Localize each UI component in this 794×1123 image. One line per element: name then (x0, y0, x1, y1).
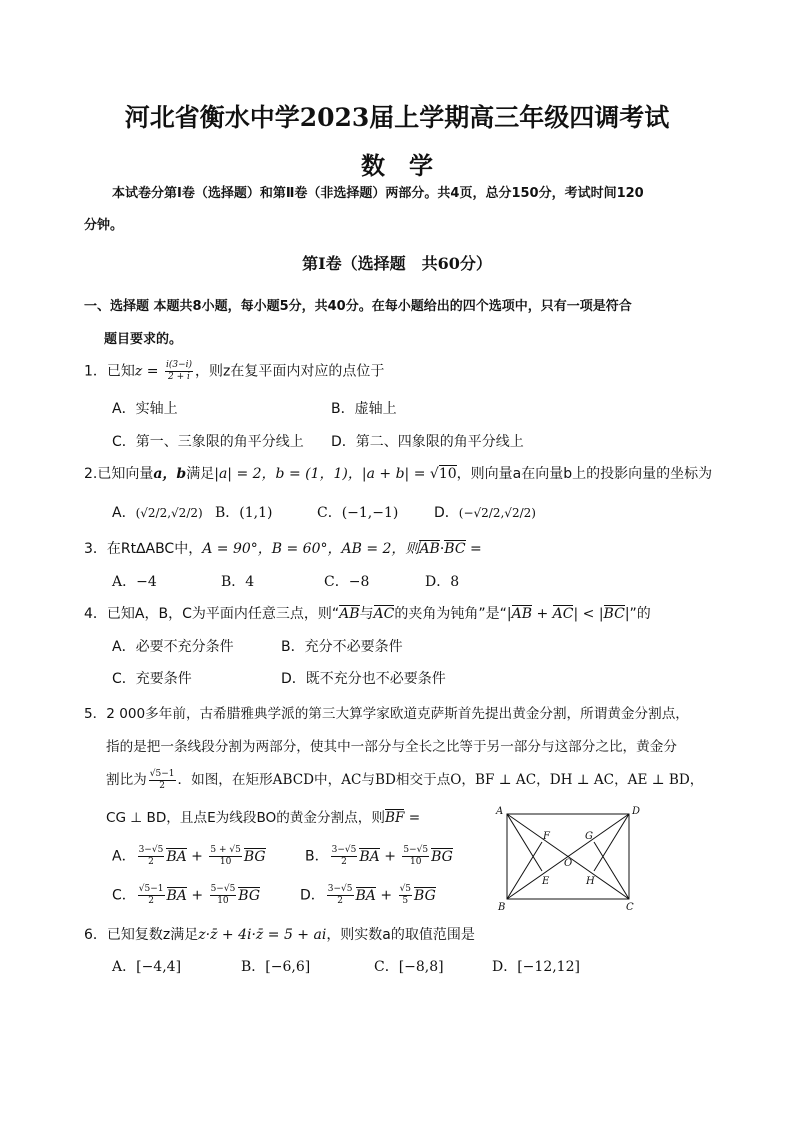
q4-mid: 的夹角为钝角”是“| (394, 606, 512, 622)
q5-d-f2d: 5 (402, 896, 409, 906)
q5-vec-bf: BF (385, 810, 405, 826)
q2-prefix: 2.已知向量 (84, 466, 154, 482)
part-instructions (84, 290, 724, 356)
q5-option-d[interactable] (300, 884, 436, 907)
q5-a-v2: BG (243, 848, 266, 865)
q5-d-plus: + (375, 887, 397, 904)
q5-a-v1: BA (166, 848, 187, 865)
q3-option-b[interactable]: B．4 (221, 574, 255, 590)
q5-line4-text: CG ⊥ BD，且点E为线段BO的黄金分割点，则 (106, 810, 385, 826)
q2-option-b[interactable]: B．(1,1) (215, 505, 273, 521)
q4-vec-ac2: AC (552, 606, 574, 622)
q1-option-d[interactable]: D．第二、四象限的角平分线上 (331, 434, 524, 450)
segment-cg (594, 842, 629, 899)
q2-d-value: (−√2/2,√2/2) (458, 506, 536, 520)
q5-d-f1d: 2 (337, 896, 344, 906)
q5-c-f1n: √5−1 (138, 884, 164, 894)
q5-c-label: C． (112, 887, 136, 904)
q5-ratio-num: √5−1 (149, 768, 175, 779)
exam-instructions (84, 178, 724, 242)
q6-option-d[interactable]: D．[−12,12] (492, 959, 580, 975)
q4-option-b[interactable]: B．充分不必要条件 (281, 639, 403, 655)
q4-prefix: 4．已知A，B，C为平面内任意三点，则“ (84, 606, 340, 622)
q6-option-c[interactable]: C．[−8,8] (374, 959, 444, 975)
question-5-line4 (106, 806, 420, 826)
q5-c-v1: BA (166, 887, 187, 904)
question-5-line1: 5．2 000多年前，古希腊雅典学派的第三大算学家欧道克萨斯首先提出黄金分割，所谓黄金分割点， (84, 706, 689, 722)
q3-option-d[interactable]: D．8 (425, 574, 460, 590)
q2-a-value: (√2/2,√2/2) (135, 506, 203, 520)
q5-a-f2n: 5 + √5 (210, 845, 241, 855)
question-4 (84, 603, 651, 623)
q4-vec-ab2: AB (511, 606, 532, 622)
q1-z: z (134, 363, 143, 380)
q5-a-f1d: 2 (148, 857, 154, 867)
q5-c-f2d: 10 (217, 896, 229, 906)
q5-ratio-label: 割比为 (106, 772, 147, 788)
question-2: 2.已知向量a，b满足|a| = 2，b = (1，1)，|a + b| = √10，则向量a在向量b上的投影向量的坐标为 (84, 466, 713, 482)
q6-prefix: 6．已知复数z满足 (84, 927, 199, 943)
q2-tail: ，则向量a在向量b上的投影向量的坐标为 (456, 466, 713, 482)
label-o: O (564, 858, 573, 869)
q5-option-c[interactable] (112, 884, 260, 907)
q6-tail: ，则实数a的取值范围是 (326, 927, 475, 943)
segment-dh (594, 814, 629, 871)
q5-d-f2n: √5 (399, 884, 412, 894)
q5-a-plus: + (186, 848, 208, 865)
q3-prefix: 3．在Rt∆ABC中， (84, 541, 203, 557)
q5-d-v1: BA (355, 887, 376, 904)
q4-and: 与 (359, 606, 374, 622)
q5-a-f2d: 10 (219, 857, 232, 867)
instructions-line2: 分钟。 (84, 218, 124, 233)
question-6 (84, 924, 475, 944)
q5-b-f1d: 2 (341, 857, 347, 867)
label-d: D (632, 806, 641, 817)
q3-option-c[interactable]: C．−8 (324, 574, 370, 590)
q5-b-plus: + (379, 848, 401, 865)
q5-ratio-den: 2 (159, 780, 166, 791)
q5-option-a[interactable] (112, 845, 266, 868)
q4-vec-bc: BC (603, 606, 625, 622)
q5-d-f1n: 3−√5 (327, 884, 353, 894)
instructions-line1: 本试卷分第Ⅰ卷（选择题）和第Ⅱ卷（非选择题）两部分。共4页，总分150分，考试时间120 (112, 186, 644, 201)
q5-c-f2n: 5−√5 (210, 884, 236, 894)
q4-tail: |”的 (624, 606, 651, 622)
q5-a-f1n: 3−√5 (138, 845, 164, 855)
segment-ae (507, 814, 542, 871)
q4-plus: + (532, 606, 553, 622)
q2-cond: 满足 (186, 466, 215, 482)
q2-vars: a，b (153, 466, 187, 482)
question-1 (84, 360, 384, 383)
q2-option-a[interactable] (112, 502, 203, 522)
rectangle-figure (490, 802, 650, 914)
q1-fraction (165, 360, 193, 383)
q5-d-label: D． (300, 887, 325, 904)
q1-frac-num: i(3−i) (165, 360, 192, 370)
q3-eq: = (465, 541, 482, 557)
label-e: E (542, 876, 550, 887)
q1-frac-den: 2 + i (168, 372, 190, 382)
q4-option-d[interactable]: D．既不充分也不必要条件 (281, 671, 446, 687)
q1-eq: = (142, 363, 163, 380)
q5-eq: = (404, 810, 421, 826)
q4-vec-ac: AC (373, 606, 395, 622)
q1-prefix: 1．已知 (84, 363, 135, 380)
question-5-line3 (106, 768, 703, 792)
q4-option-a[interactable]: A．必要不充分条件 (112, 639, 234, 655)
question-3 (84, 538, 482, 558)
q5-option-b[interactable] (305, 845, 453, 868)
q1-option-a[interactable]: A．实轴上 (112, 401, 178, 417)
q5-c-v2: BG (238, 887, 261, 904)
q5-b-label: B． (305, 848, 329, 865)
q3-vec-bc: BC (444, 541, 466, 557)
label-h: H (586, 876, 595, 887)
part-line2: 题目要求的。 (104, 332, 183, 347)
q2-option-d[interactable] (434, 502, 536, 522)
q5-b-f2n: 5−√5 (403, 845, 429, 855)
q2-option-c[interactable]: C．(−1,−1) (317, 505, 399, 521)
q2-a-label: A． (112, 505, 136, 521)
q5-ratio (149, 769, 176, 792)
exam-title: 河北省衡水中学2023届上学期高三年级四调考试 (124, 103, 670, 132)
q4-option-c[interactable]: C．充要条件 (112, 671, 192, 687)
q3-option-a[interactable]: A．−4 (112, 574, 157, 590)
label-f: F (543, 831, 550, 842)
q6-option-b[interactable]: B．[−6,6] (241, 959, 311, 975)
q3-dot: · (439, 541, 445, 557)
q3-vec-ab: AB (419, 541, 440, 557)
label-b: B (498, 902, 506, 913)
q5-c-f1d: 2 (148, 896, 155, 906)
label-c: C (626, 902, 634, 913)
segment-bf (507, 842, 542, 899)
q1-option-c[interactable]: C．第一、三象限的角平分线上 (112, 434, 304, 450)
q3-given: A = 90°，B = 60°，AB = 2，则 (202, 541, 420, 557)
q6-equation: z·z̄ + 4i·z̄ = 5 + ai (198, 927, 327, 943)
q2-given: |a| = 2，b = (1，1)，|a + b| = (214, 466, 430, 482)
question-5-line2: 指的是把一条线段分割为两部分，使其中一部分与全长之比等于另一部分与这部分之比，黄金分 (106, 739, 677, 755)
subject-title: 数学 (361, 151, 457, 180)
q5-b-v1: BA (359, 848, 380, 865)
q1-tail: ，则z在复平面内对应的点位于 (195, 363, 385, 380)
q5-b-f1n: 3−√5 (331, 845, 357, 855)
q4-lt: | < | (573, 606, 604, 622)
q5-b-v2: BG (431, 848, 453, 865)
q4-vec-ab: AB (339, 606, 360, 622)
q5-b-f2d: 10 (410, 857, 422, 867)
q1-option-b[interactable]: B．虚轴上 (331, 401, 397, 417)
label-g: G (585, 831, 593, 842)
q5-a-label: A． (112, 848, 136, 865)
q6-option-a[interactable]: A．[−4,4] (112, 959, 182, 975)
q5-line3-tail: ．如图，在矩形ABCD中，AC与BD相交于点O，BF ⊥ AC，DH ⊥ AC，AE ⊥ BD， (177, 772, 704, 788)
label-a: A (496, 806, 504, 817)
q2-sqrt: 10 (438, 466, 457, 482)
q5-d-v2: BG (414, 887, 436, 904)
q5-c-plus: + (186, 887, 208, 904)
part-line1: 一、选择题 本题共8小题，每小题5分，共40分。在每小题给出的四个选项中，只有一项是符合 (84, 299, 632, 314)
section-title: 第Ⅰ卷（选择题 共60分） (302, 254, 492, 273)
q2-d-label: D． (434, 505, 459, 521)
